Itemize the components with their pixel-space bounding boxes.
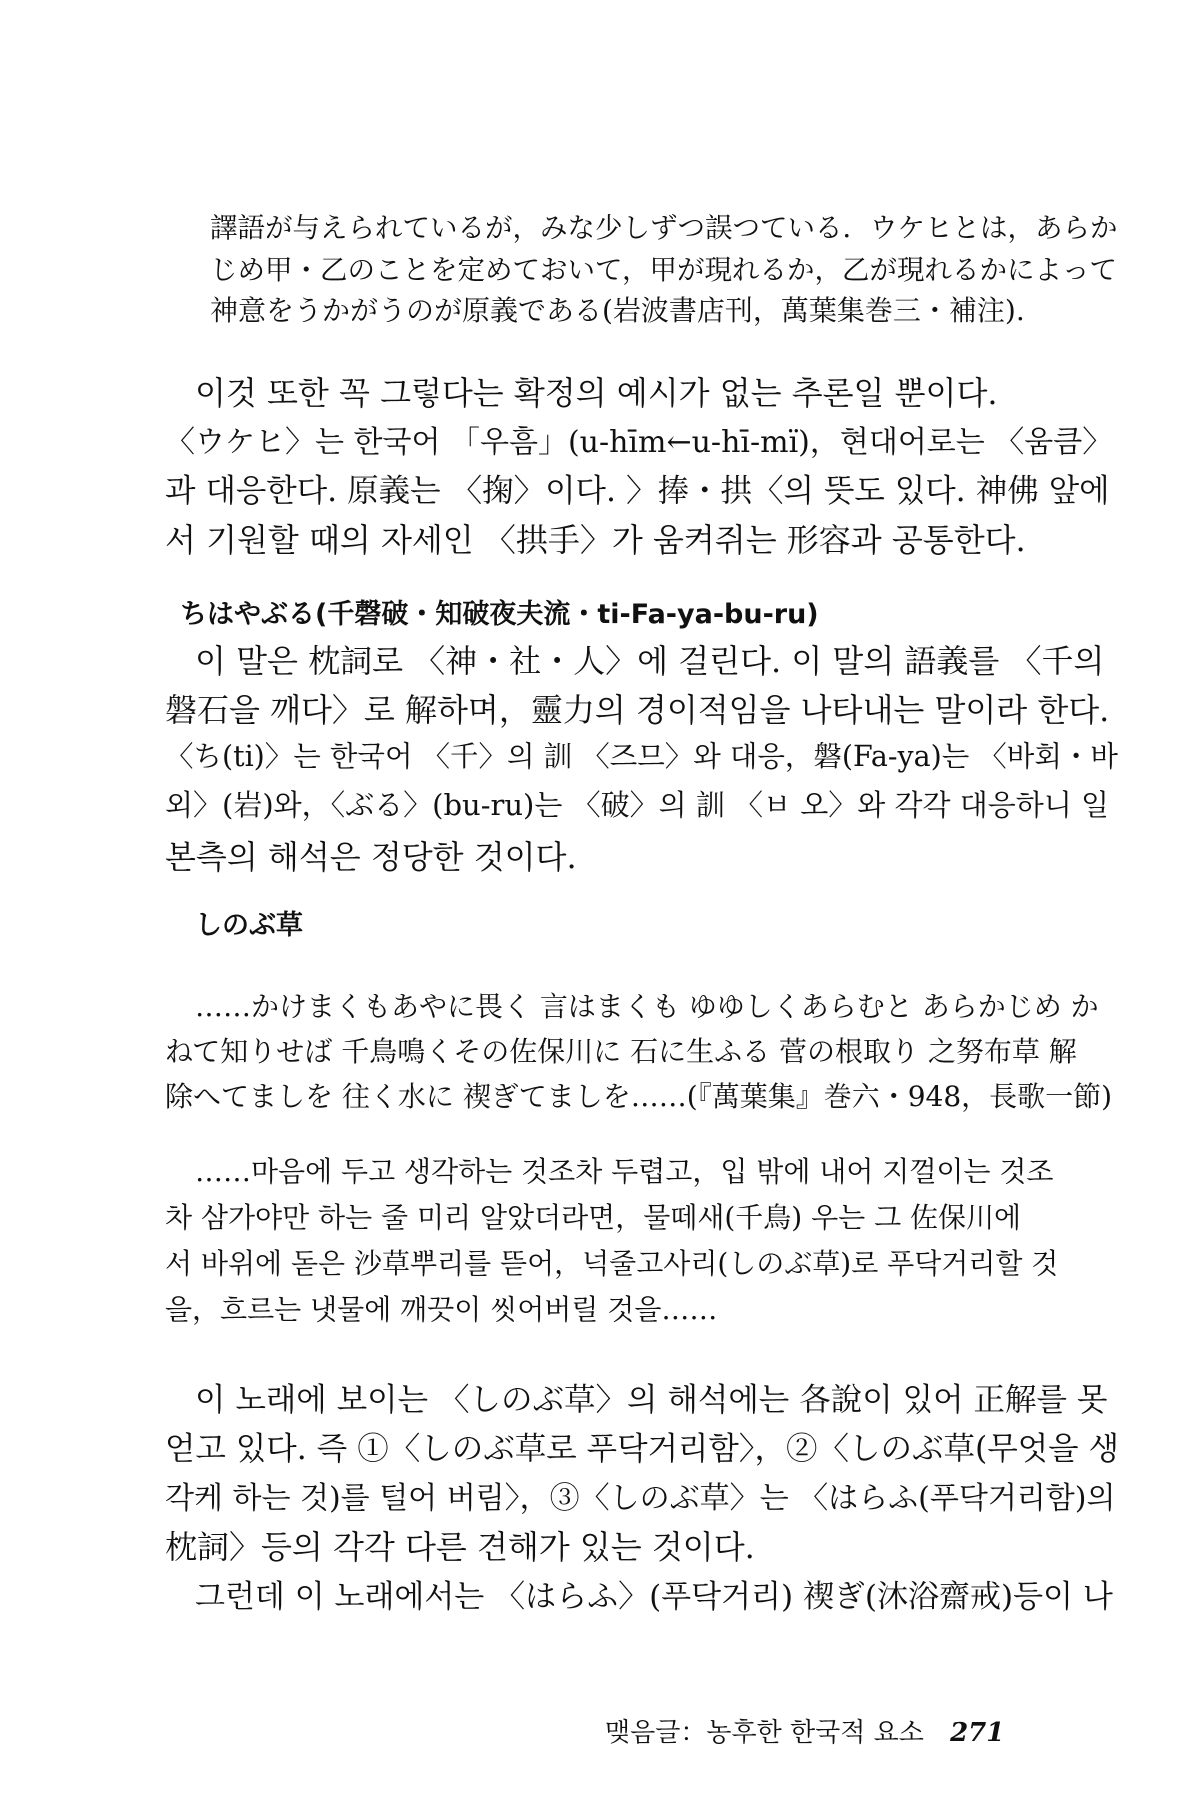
verse-line-2: ねて知りせば 千鳥鳴くその佐保川に 石に生ふる 菅の根取り 之努布草 解 [165, 1035, 1077, 1068]
section-heading-shinobugusa: しのぶ草 [195, 910, 303, 941]
page-number: 271 [950, 1718, 1005, 1748]
footer-title: 맺음글：농후한 한국적 요소 [605, 1718, 924, 1748]
para2-line-2: 磐石을 깨다〉로 解하며，靈力의 경이적임을 나타내는 말이라 한다. [165, 691, 1110, 729]
running-footer [605, 1712, 1004, 1749]
para3-line-3: 각케 하는 것)를 털어 버림〉，③〈しのぶ草〉는 〈はらふ(푸닥거리함)의 [165, 1481, 1116, 1516]
para3-line-4: 枕詞〉등의 각각 다른 견해가 있는 것이다. [165, 1528, 755, 1566]
verse-line-3: 除へてましを 往く水に 禊ぎてましを……(『萬葉集』巻六・948，長歌一節) [165, 1080, 1113, 1113]
note-line-2: じめ甲・乙のことを定めておいて，甲が現れるか，乙が現れるかによって [210, 254, 1117, 286]
para1-line-3: 과 대응한다. 原義는 〈掬〉이다. 〉捧・拱〈의 뜻도 있다. 神佛 앞에 [165, 473, 1110, 509]
translation-line-3: 서 바위에 돋은 沙草뿌리를 뜯어，넉줄고사리(しのぶ草)로 푸닥거리할 것 [165, 1247, 1059, 1280]
translation-line-4: 을，흐르는 냇물에 깨끗이 씻어버릴 것을…… [165, 1293, 718, 1326]
translation-line-1: ……마음에 두고 생각하는 것조차 두렵고，입 밖에 내어 지껄이는 것조 [195, 1155, 1054, 1188]
para2-line-4: 외〉(岩)와，〈ぶる〉(bu-ru)는 〈破〉의 訓 〈ㅂ 오〉와 각각 대응하니 일 [165, 788, 1110, 822]
para1-line-2: 〈ウケヒ〉는 한국어 「우흠」(u-hīm←u-hī-mï)，현대어로는 〈움큼〉 [165, 425, 1113, 460]
note-line-3: 神意をうかがうのが原義である(岩波書店刊，萬葉集巻三・補注). [210, 294, 1025, 327]
translation-line-2: 차 삼가야만 하는 줄 미리 알았더라면，물떼새(千鳥) 우는 그 佐保川에 [165, 1201, 1022, 1234]
verse-line-1: ……かけまくもあやに畏く 言はまくも ゆゆしくあらむと あらかじめ か [195, 990, 1099, 1023]
para2-line-1: 이 말은 枕詞로 〈神・社・人〉에 걸린다. 이 말의 語義를 〈千의 [195, 642, 1105, 680]
para3-line-5: 그런데 이 노래에서는 〈はらふ〉(푸닥거리) 禊ぎ(沐浴齋戒)등이 나 [195, 1579, 1113, 1615]
para1-line-4: 서 기원할 때의 자세인 〈拱手〉가 움켜쥐는 形容과 공통한다. [165, 521, 1026, 559]
para3-line-1: 이 노래에 보이는 〈しのぶ草〉의 해석에는 各說이 있어 正解를 못 [195, 1382, 1108, 1418]
para2-line-3: 〈ち(ti)〉는 한국어 〈千〉의 訓 〈즈므〉와 대응，磐(Fa-ya)는 〈바회・바 [165, 740, 1118, 773]
section-heading-chihayaburu: ちはやぶる(千磬破・知破夜夫流・ti-Fa-ya-bu-ru) [180, 599, 819, 630]
para2-line-5: 본측의 해석은 정당한 것이다. [165, 838, 577, 876]
note-line-1: 譯語が与えられているが，みな少しずつ誤つている．ウケヒとは，あらか [210, 212, 1118, 244]
para3-line-2: 얻고 있다. 즉 ①〈しのぶ草로 푸닥거리함〉，②〈しのぶ草(무엇을 생 [165, 1431, 1120, 1467]
para1-line-1: 이것 또한 꼭 그렇다는 확정의 예시가 없는 추론일 뿐이다. [195, 374, 998, 412]
